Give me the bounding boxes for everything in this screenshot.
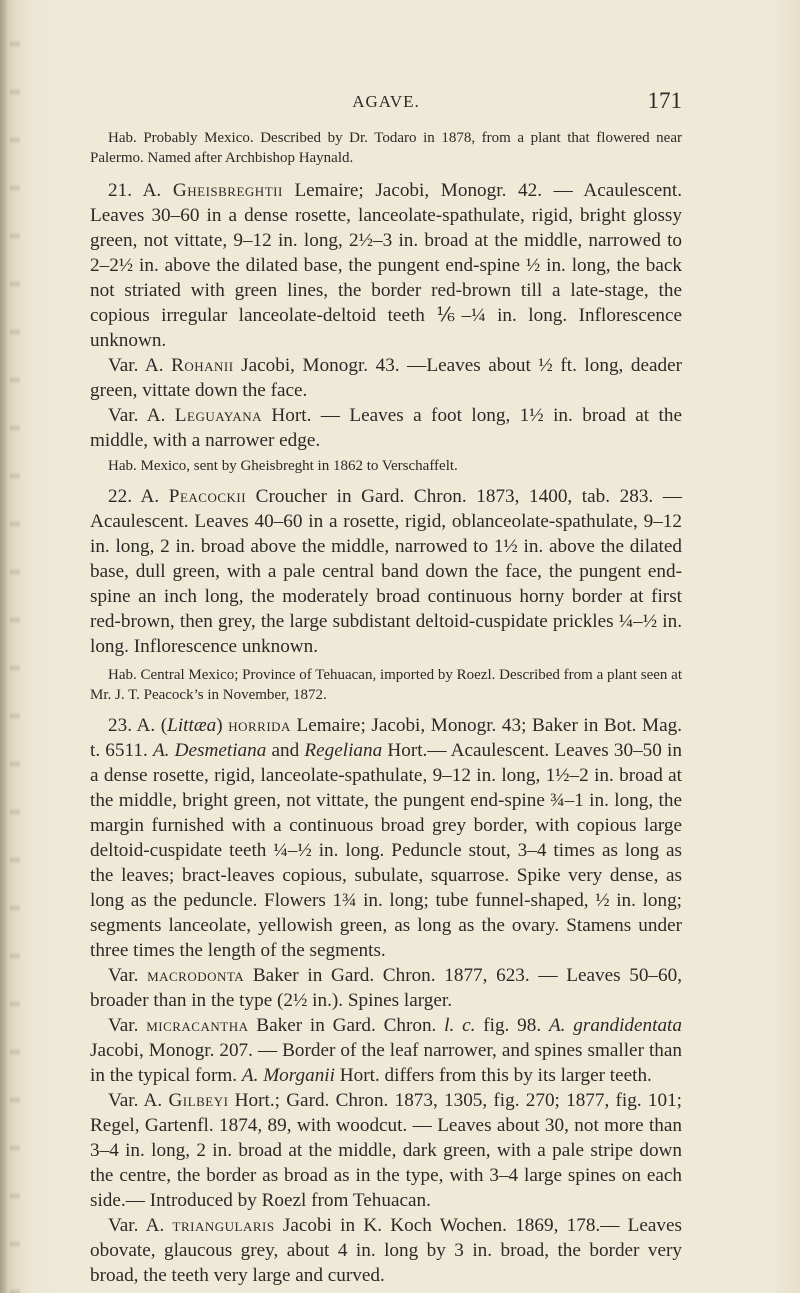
variety-entry-gilbeyi — [90, 1088, 682, 1213]
variety-name: Gilbeyi — [168, 1090, 229, 1111]
variety-name: Rohanii — [171, 355, 234, 376]
variety-description: Hort. — Leaves a foot long, 1½ in. broad at the middle, with a narrower edge. — [90, 405, 682, 451]
figure-ref: fig. 98. — [475, 1015, 549, 1036]
variety-lead: Var. — [108, 1015, 147, 1036]
species-name: Gheisbreghtii — [172, 180, 283, 201]
binding-marks — [10, 0, 20, 1293]
variety-description: Jacobi in K. Koch Wochen. 1869, 178.— Leaves obovate, glaucous grey, about 4 in. long by 3 in. broad, the border very broad, the teeth very large and curved. — [90, 1215, 683, 1286]
variety-entry-rohanii — [90, 353, 682, 403]
species-citation: Lemaire; Jacobi, Monogr. 43; Baker in Bot. Mag. t. 6511. — [90, 715, 683, 761]
variety-lead: Var. A. — [108, 1090, 169, 1111]
species-entry-23 — [90, 713, 682, 963]
bracket-close: ) — [216, 715, 229, 736]
variety-citation: Baker in Gard. Chron. — [248, 1015, 445, 1036]
variety-entry-triangularis — [90, 1213, 682, 1288]
variety-lead: Var. A. — [108, 355, 172, 376]
species-entry-21 — [90, 178, 682, 353]
habitat-note-haynaldi: Hab. Probably Mexico. Described by Dr. Todaro in 1878, from a plant that flowered near Palermo. Named after Archbishop Haynald. — [90, 130, 682, 166]
variety-description: Hort.; Gard. Chron. 1873, 1305, fig. 270; 1877, fig. 101; Regel, Gartenfl. 1874, 89, with woodcut. — Leaves about 30, not more than 3–4 in. long, 2 in. broad at the middle, dark green, with a pale stripe down the centre, the border as broad as in the type, with 3–4 large spines on each side.— Introduced by Roezl from Tehuacan. — [90, 1090, 682, 1211]
species-description: Croucher in Gard. Chron. 1873, 1400, tab. 283. —Acaulescent. Leaves 40–60 in a rosette, rigid, oblanceolate-spathulate, 9–12 in. long, 2 in. broad above the middle, narrowed to 1½ in. above the dilated base, dull green, with a pale central band down the face, the pungent end-spine an inch long, the moderately broad continuous horny border at first red-brown, then grey, the large subdistant deltoid-cuspidate prickles ¼–½ in. long. Inflorescence unknown. — [90, 486, 682, 657]
variety-name: micracantha — [146, 1015, 249, 1036]
binding-shadow — [0, 0, 8, 1293]
page-number: 171 — [647, 88, 682, 113]
variety-description: Jacobi, Monogr. 43. —Leaves about ½ ft. long, deader green, vittate down the face. — [90, 355, 683, 401]
species-name: horrida — [228, 715, 291, 736]
page-body — [90, 128, 682, 1288]
species-description: Hort.— Acaulescent. Leaves 30–50 in a dense rosette, rigid, lanceolate-spathulate, 9–12 in. long, 1½–2 in. broad at the middle, bright green, not vittate, the pungent end-spine ¾–1 in. long, the margin furnished with a continuous broad grey border, with copious large deltoid-cuspidate teeth ¼–½ in. long. Peduncle stout, 3–4 times as long as the leaves; bract-leaves copious, subulate, squarrose. Spike very dense, as long as the peduncle. Flowers 1¾ in. long; tube funnel-shaped, ½ in. long; segments lanceolate, yellowish green, as long as the ovary. Stamens under three times the length of the segments. — [90, 740, 682, 961]
variety-description: Jacobi, Monogr. 207. — Border of the leaf narrower, and spines smaller than in the typical form. — [90, 1040, 682, 1086]
habitat-note-gheisbreghtii: Hab. Mexico, sent by Gheisbreght in 1862 to Verschaffelt. — [108, 458, 458, 474]
synonym-desmetiana: A. Desmetiana — [152, 740, 267, 761]
variety-name: macrodonta — [147, 965, 245, 986]
species-number: 22. A. — [108, 486, 169, 507]
variety-lead: Var. — [108, 965, 148, 986]
conjunction: and — [266, 740, 305, 761]
variety-name: Leguayana — [174, 405, 263, 426]
species-name: Peacockii — [168, 486, 247, 507]
variety-entry-leguayana — [90, 403, 682, 453]
variety-lead: Var. A. — [108, 1215, 173, 1236]
variety-name: triangularis — [172, 1215, 275, 1236]
variety-lead: Var. A. — [108, 405, 175, 426]
variety-entry-macrodonta — [90, 963, 682, 1013]
page-header — [90, 88, 682, 122]
habitat-note-peacockii: Hab. Central Mexico; Province of Tehuacan, imported by Roezl. Described from a plant seen at Mr. J. T. Peacock’s in November, 1872. — [90, 667, 682, 703]
variety-entry-micracantha — [90, 1013, 682, 1088]
loc-cit: l. c. — [444, 1015, 476, 1036]
synonym-regeliana: Regeliana — [304, 740, 383, 761]
synonym-morganii: A. Morganii — [241, 1065, 335, 1086]
variety-description: Baker in Gard. Chron. 1877, 623. — Leaves 50–60, broader than in the type (2½ in.). Spines larger. — [90, 965, 682, 1011]
species-entry-22 — [90, 484, 682, 659]
synonym-grandidentata: A. grandidentata — [548, 1015, 682, 1036]
species-description: Lemaire; Jacobi, Monogr. 42. — Acaulescent. Leaves 30–60 in a dense rosette, lanceolate-spathulate, rigid, bright glossy green, not vittate, 9–12 in. long, 2½–3 in. broad at the middle, narrowed to 2–2½ in. above the dilated base, the pungent end-spine ½ in. long, the back not striated with green lines, the border red-brown till a late-stage, the copious irregular lanceolate-deltoid teeth ⅙–¼ in. long. Inflorescence unknown. — [90, 180, 682, 351]
variety-note: Hort. differs from this by its larger teeth. — [334, 1065, 652, 1086]
running-title: AGAVE. — [352, 92, 420, 111]
subgenus-name: Littæa — [167, 715, 217, 736]
species-number: 23. A. ( — [108, 715, 168, 736]
species-number: 21. A. — [108, 180, 173, 201]
